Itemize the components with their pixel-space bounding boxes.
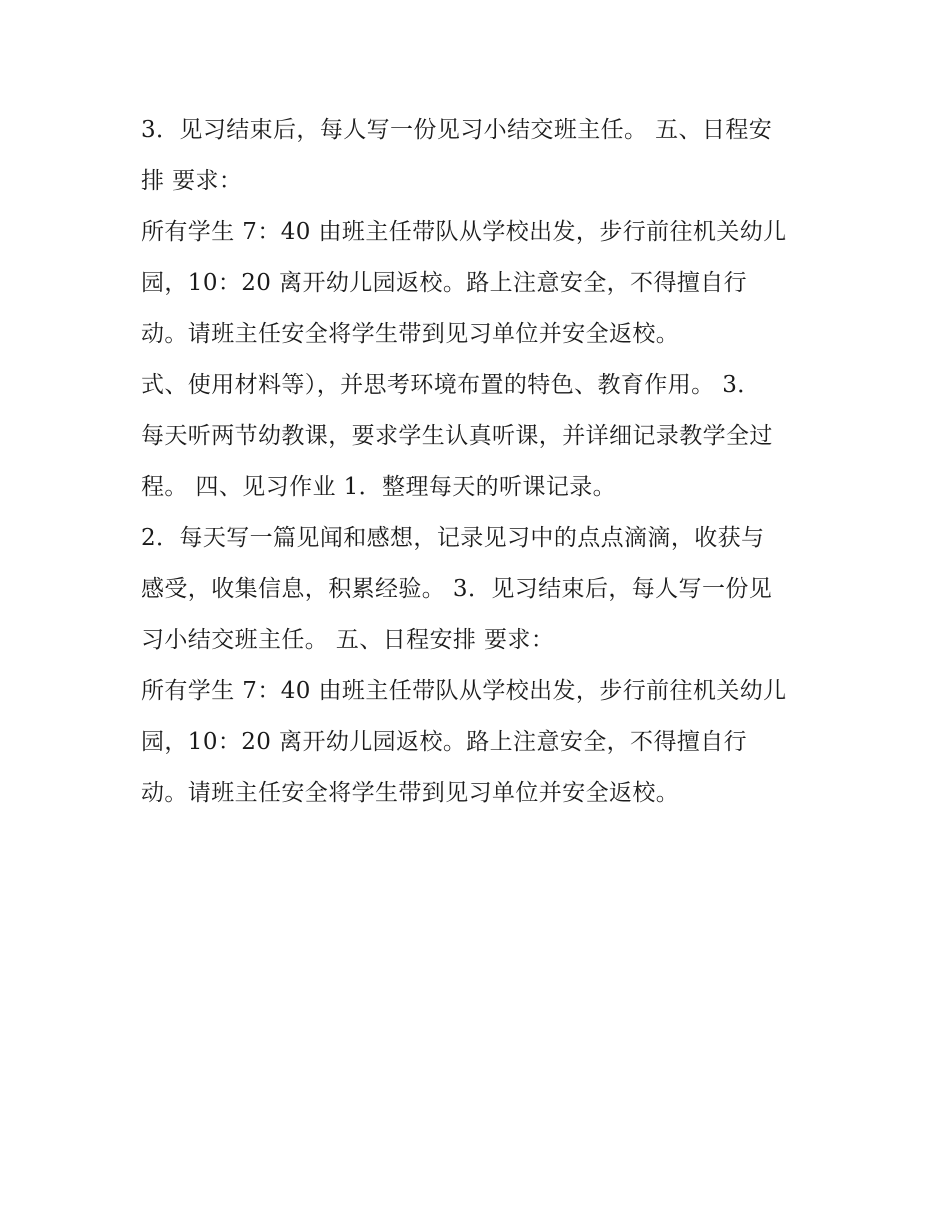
text-line: 所有学生 7：40 由班主任带队从学校出发，步行前往机关幼儿: [141, 678, 787, 704]
text-line: 感受，收集信息，积累经验。 3．见习结束后，每人写一份见: [141, 576, 773, 602]
text-line: 式、使用材料等），并思考环境布置的特色、教育作用。 3．: [141, 372, 761, 398]
text-line: 排 要求：: [141, 168, 243, 194]
text-line: 3．见习结束后，每人写一份见习小结交班主任。 五、日程安: [141, 117, 773, 143]
text-line: 所有学生 7：40 由班主任带队从学校出发，步行前往机关幼儿: [141, 219, 787, 245]
text-line: 程。 四、见习作业 1．整理每天的听课记录。: [141, 474, 617, 500]
document-body: [141, 105, 821, 819]
text-line: 园，10：20 离开幼儿园返校。路上注意安全，不得擅自行: [141, 729, 748, 755]
text-line: 习小结交班主任。 五、日程安排 要求：: [141, 627, 555, 653]
text-line: 动。请班主任安全将学生带到见习单位并安全返校。: [141, 780, 680, 806]
text-line: 2．每天写一篇见闻和感想，记录见习中的点点滴滴，收获与: [141, 525, 765, 551]
text-line: 动。请班主任安全将学生带到见习单位并安全返校。: [141, 321, 680, 347]
text-line: 每天听两节幼教课，要求学生认真听课，并详细记录教学全过: [141, 423, 773, 449]
text-line: 园，10：20 离开幼儿园返校。路上注意安全，不得擅自行: [141, 270, 748, 296]
